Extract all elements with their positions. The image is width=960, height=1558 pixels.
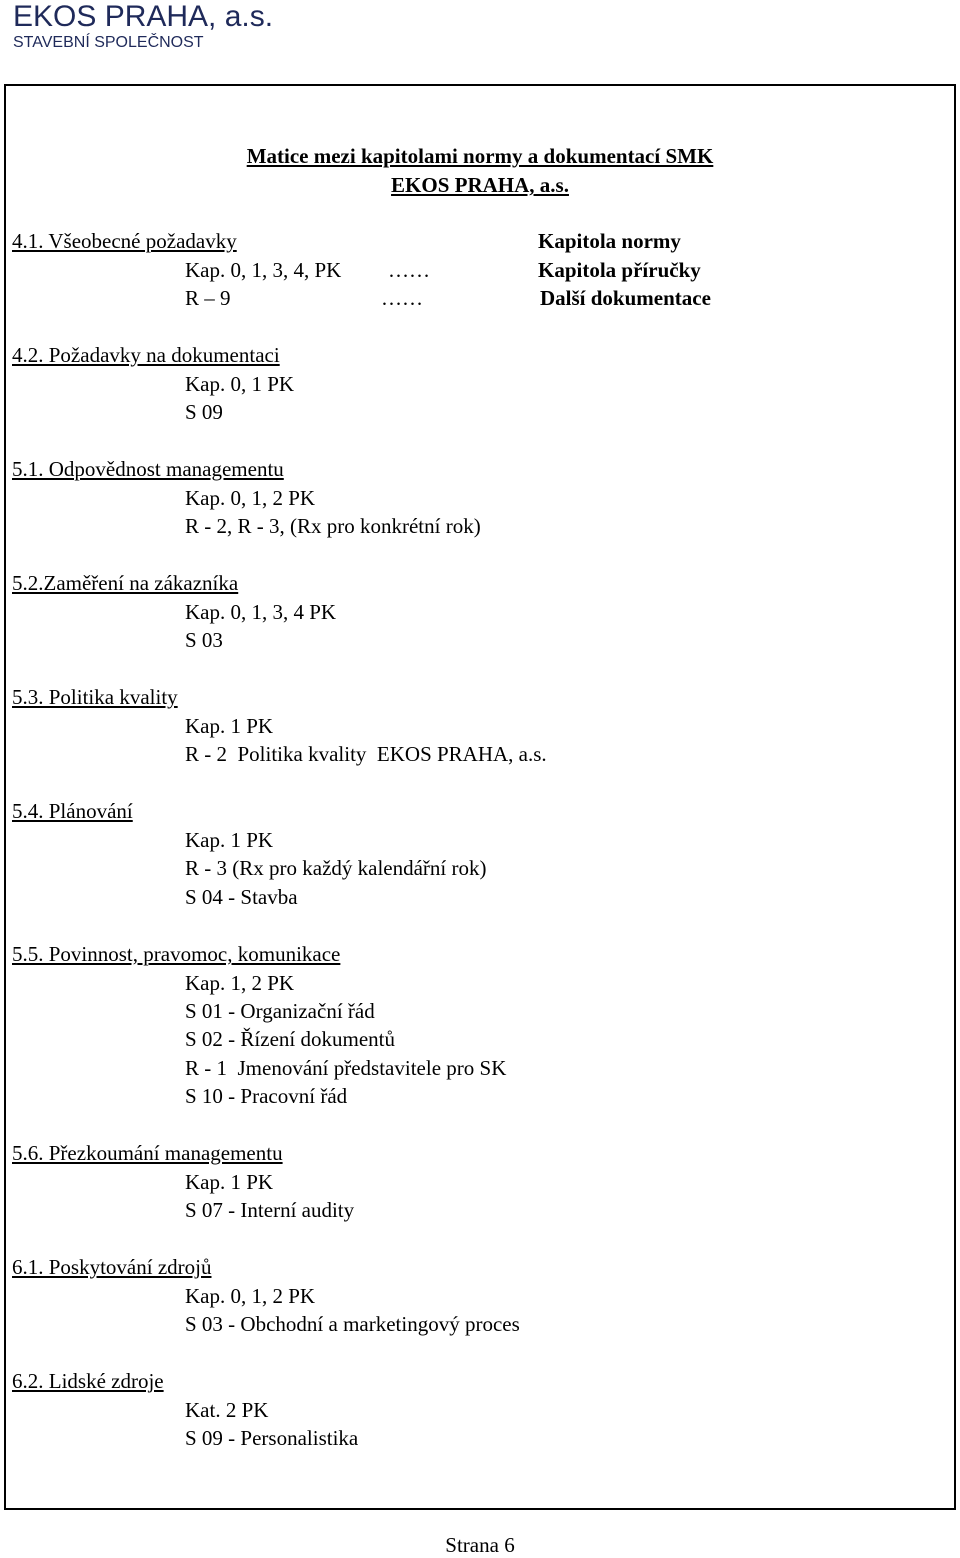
content-frame xyxy=(4,84,956,1510)
legend-dots: …… xyxy=(381,286,423,310)
section-ref: S 03 - Obchodní a marketingový proces xyxy=(185,1312,520,1336)
section-ref: Kap. 0, 1, 2 PK xyxy=(185,486,316,510)
section-ref: S 09 xyxy=(185,400,223,424)
section-heading: 4.2. Požadavky na dokumentaci xyxy=(12,343,280,367)
section-ref: Kat. 2 PK xyxy=(185,1398,269,1422)
section-ref: R - 1 Jmenování představitele pro SK xyxy=(185,1056,507,1080)
section-ref: R - 2, R - 3, (Rx pro konkrétní rok) xyxy=(185,514,481,538)
legend-column-norm: Kapitola normy xyxy=(538,229,681,253)
section-ref: Kap. 1 PK xyxy=(185,714,274,738)
section-ref: S 10 - Pracovní řád xyxy=(185,1084,348,1108)
section-heading: 5.2.Zaměření na zákazníka xyxy=(12,571,239,595)
section-heading: 5.3. Politika kvality xyxy=(12,685,178,709)
section-ref: R - 3 (Rx pro každý kalendářní rok) xyxy=(185,856,487,880)
company-subtitle: STAVEBNÍ SPOLEČNOST xyxy=(13,34,204,51)
section-ref: Kap. 0, 1, 3, 4 PK xyxy=(185,600,337,624)
legend-ref-r: R – 9 xyxy=(185,286,231,310)
section-ref: S 07 - Interní audity xyxy=(185,1198,355,1222)
section-heading: 5.4. Plánování xyxy=(12,799,133,823)
document-title-line1: Matice mezi kapitolami normy a dokumentací SMK xyxy=(246,144,714,168)
section-ref: Kap. 0, 1, 2 PK xyxy=(185,1284,316,1308)
section-ref: S 01 - Organizační řád xyxy=(185,999,375,1023)
section-ref: S 02 - Řízení dokumentů xyxy=(185,1027,395,1051)
section-ref: S 04 - Stavba xyxy=(185,885,298,909)
section-ref: S 03 xyxy=(185,628,223,652)
legend-column-manual: Kapitola příručky xyxy=(538,258,701,282)
section-ref: Kap. 1 PK xyxy=(185,828,274,852)
document-title-line2: EKOS PRAHA, a.s. xyxy=(391,173,569,197)
section-heading: 5.5. Povinnost, pravomoc, komunikace xyxy=(12,942,341,966)
section-heading: 6.1. Poskytování zdrojů xyxy=(12,1255,212,1279)
section-heading: 5.1. Odpovědnost managementu xyxy=(12,457,284,481)
legend-section-heading: 4.1. Všeobecné požadavky xyxy=(12,229,237,253)
page-number: Strana 6 xyxy=(445,1533,515,1557)
section-ref: Kap. 1 PK xyxy=(185,1170,274,1194)
section-ref: R - 2 Politika kvality EKOS PRAHA, a.s. xyxy=(185,742,547,766)
section-heading: 5.6. Přezkoumání managementu xyxy=(12,1141,283,1165)
legend-column-other: Další dokumentace xyxy=(540,286,711,310)
section-ref: S 09 - Personalistika xyxy=(185,1426,359,1450)
section-heading: 6.2. Lidské zdroje xyxy=(12,1369,164,1393)
company-name: EKOS PRAHA, a.s. xyxy=(13,0,274,33)
section-ref: Kap. 0, 1 PK xyxy=(185,372,295,396)
legend-dots: …… xyxy=(388,258,430,282)
section-ref: Kap. 1, 2 PK xyxy=(185,971,295,995)
legend-ref-kap: Kap. 0, 1, 3, 4, PK xyxy=(185,258,342,282)
